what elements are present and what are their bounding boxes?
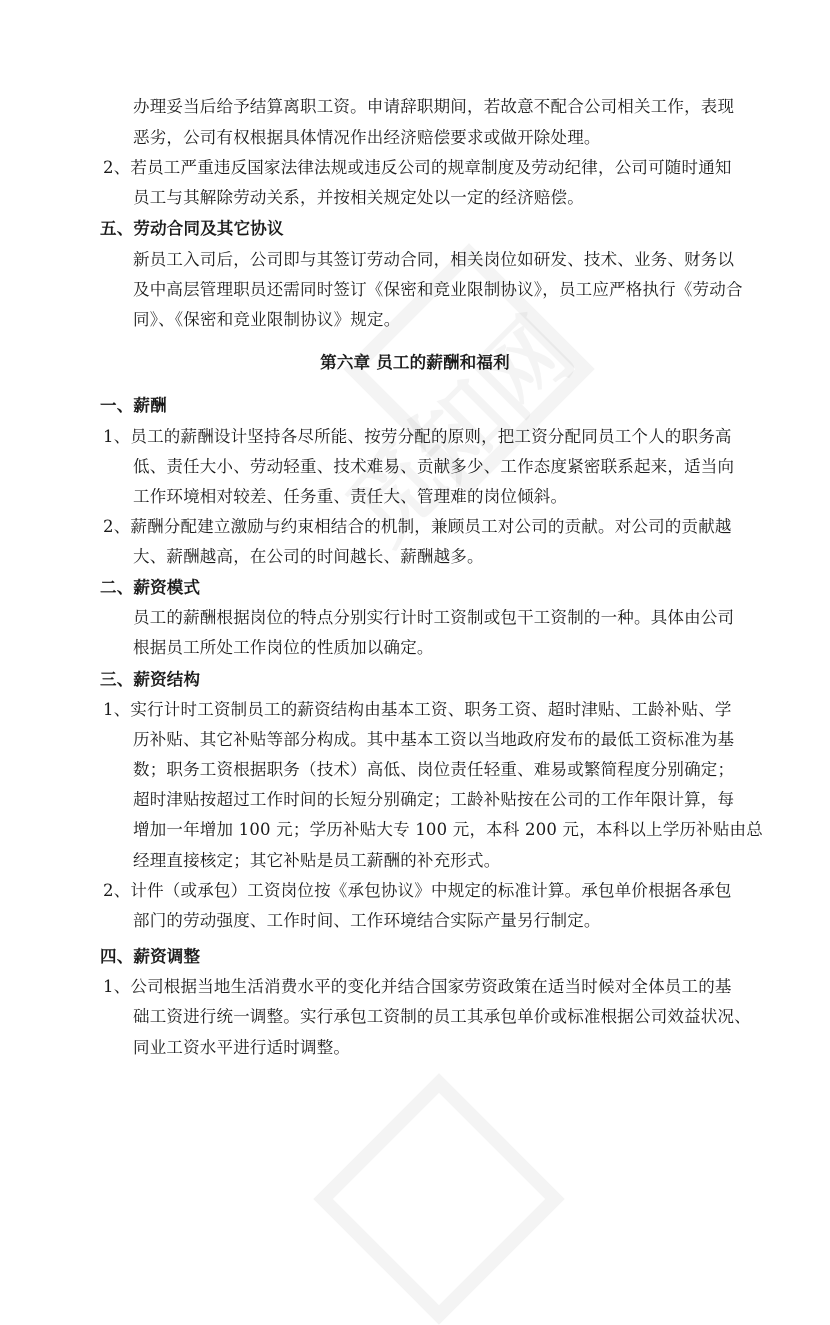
section-heading: 五、劳动合同及其它协议 — [100, 219, 284, 238]
paragraph-line: 员工与其解除劳动关系，并按相关规定处以一定的经济赔偿。 — [133, 188, 584, 207]
section-heading: 二、薪资模式 — [100, 578, 201, 597]
paragraph-line: 低、责任大小、劳动轻重、技术难易、贡献多少、工作态度紧密联系起来，适当向 — [133, 457, 735, 476]
paragraph-line: 增加一年增加 100 元；学历补贴大专 100 元，本科 200 元，本科以上学历补贴由总 — [133, 820, 763, 839]
watermark-frame-bottom — [313, 1073, 565, 1325]
paragraph-line: 新员工入司后，公司即与其签订劳动合同，相关岗位如研发、技术、业务、财务以 — [133, 250, 735, 269]
paragraph-line: 员工的薪酬根据岗位的特点分别实行计时工资制或包干工资制的一种。具体由公司 — [133, 608, 735, 627]
section-heading: 四、薪资调整 — [100, 947, 201, 966]
list-item-line: 2、计件（或承包）工资岗位按《承包协议》中规定的标准计算。承包单价根据各承包 — [103, 881, 732, 900]
list-item-line: 2、薪酬分配建立激励与约束相结合的机制，兼顾员工对公司的贡献。对公司的贡献越 — [103, 517, 732, 536]
list-item-line: 1、员工的薪酬设计坚持各尽所能、按劳分配的原则，把工资分配同员工个人的职务高 — [103, 427, 732, 446]
paragraph-line: 础工资进行统一调整。实行承包工资制的员工其承包单价或标准根据公司效益状况、 — [133, 1007, 751, 1026]
paragraph-line: 同业工资水平进行适时调整。 — [133, 1038, 351, 1057]
paragraph-line: 办理妥当后给予结算离职工资。申请辞职期间，若故意不配合公司相关工作，表现 — [133, 97, 735, 116]
list-item-line: 1、公司根据当地生活消费水平的变化并结合国家劳资政策在适当时候对全体员工的基 — [103, 977, 732, 996]
paragraph-line: 恶劣，公司有权根据具体情况作出经济赔偿要求或做开除处理。 — [133, 128, 601, 147]
chapter-title: 第六章 员工的薪酬和福利 — [320, 353, 510, 372]
paragraph-line: 超时津贴按超过工作时间的长短分别确定；工龄补贴按在公司的工作年限计算，每 — [133, 790, 735, 809]
list-item-line: 2、若员工严重违反国家法律法规或违反公司的规章制度及劳动纪律，公司可随时通知 — [103, 158, 732, 177]
list-item-line: 1、实行计时工资制员工的薪资结构由基本工资、职务工资、超时津贴、工龄补贴、学 — [103, 700, 732, 719]
section-heading: 三、薪资结构 — [100, 670, 201, 689]
paragraph-line: 经理直接核定；其它补贴是员工薪酬的补充形式。 — [133, 851, 501, 870]
paragraph-line: 及中高层管理职员还需同时签订《保密和竞业限制协议》，员工应严格执行《劳动合 — [133, 280, 743, 299]
paragraph-line: 部门的劳动强度、工作时间、工作环境结合实际产量另行制定。 — [133, 911, 601, 930]
paragraph-line: 根据员工所处工作岗位的性质加以确定。 — [133, 638, 434, 657]
paragraph-line: 数；职务工资根据职务（技术）高低、岗位责任轻重、难易或繁简程度分别确定； — [133, 760, 735, 779]
paragraph-line: 工作环境相对较差、任务重、责任大、管理难的岗位倾斜。 — [133, 487, 568, 506]
section-heading: 一、薪酬 — [100, 396, 167, 415]
paragraph-line: 大、薪酬越高，在公司的时间越长、薪酬越多。 — [133, 547, 484, 566]
paragraph-line: 同》、《保密和竞业限制协议》规定。 — [133, 310, 401, 329]
paragraph-line: 历补贴、其它补贴等部分构成。其中基本工资以当地政府发布的最低工资标准为基 — [133, 730, 735, 749]
